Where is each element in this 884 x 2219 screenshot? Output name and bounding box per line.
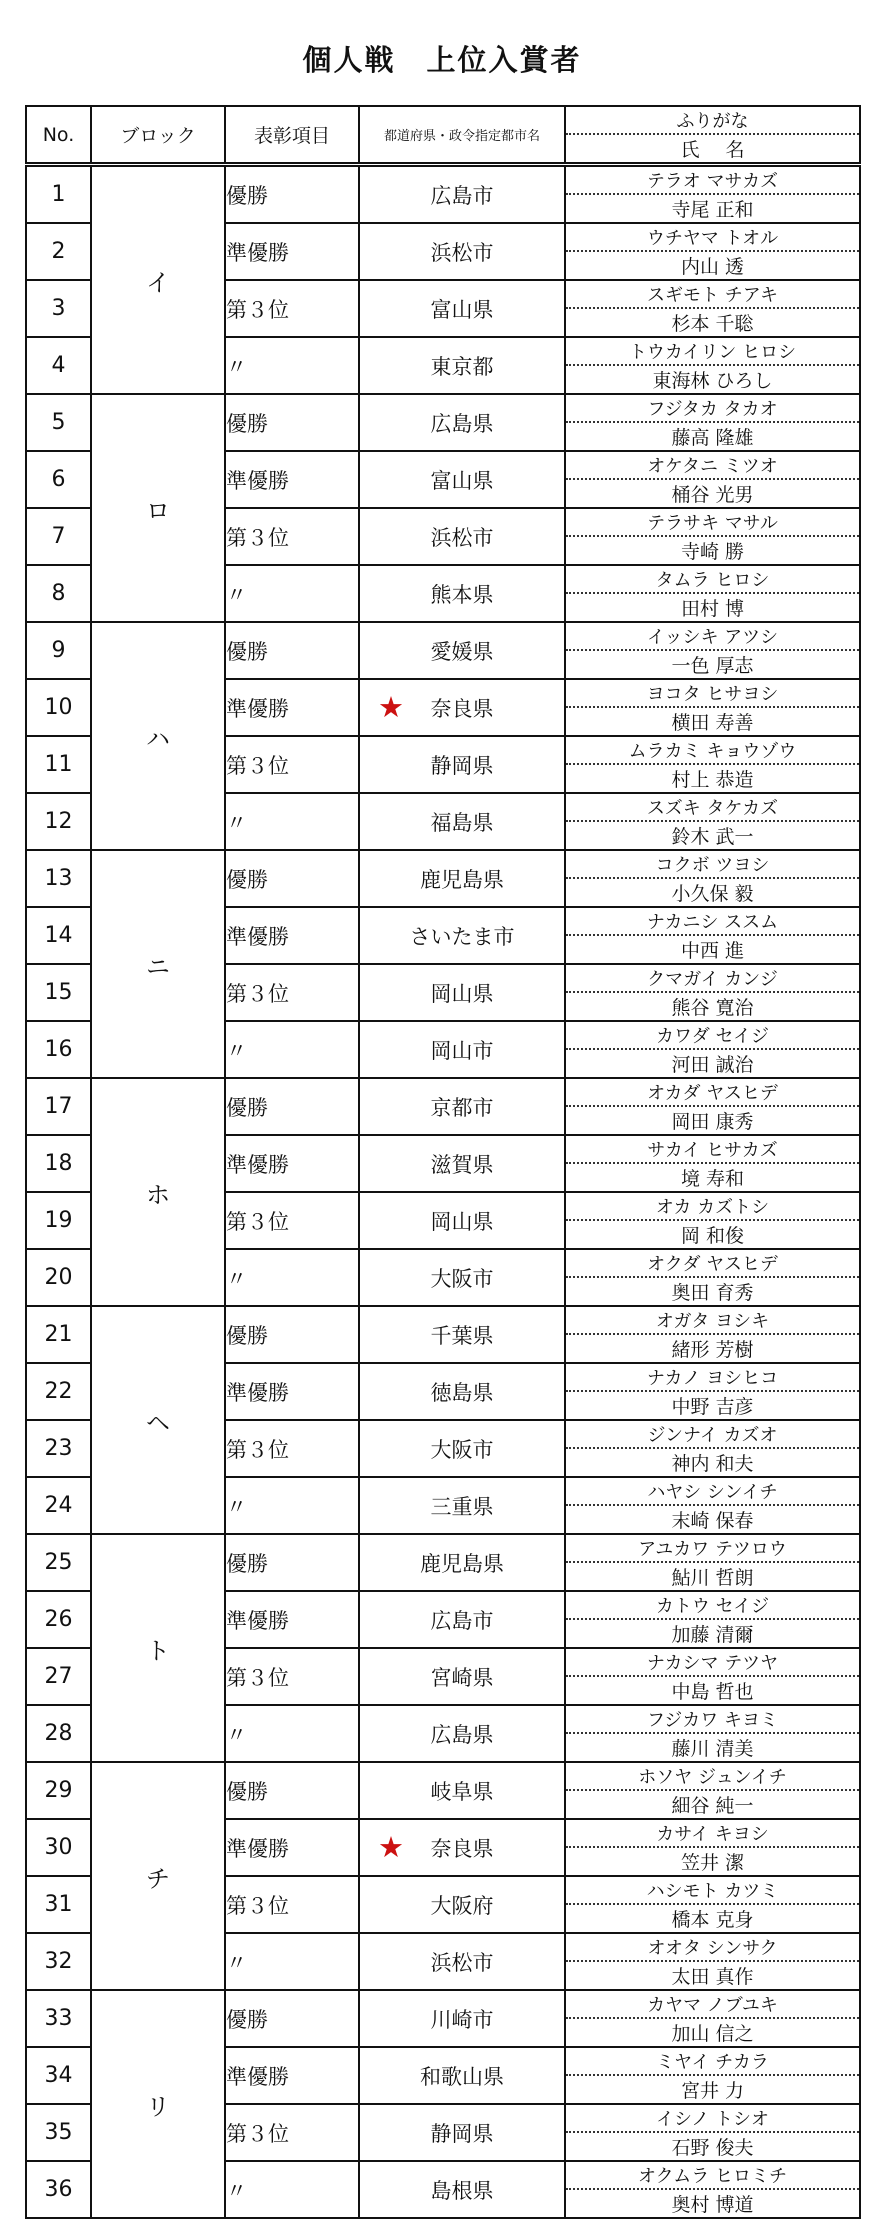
player-name: 末崎 保春	[671, 1510, 754, 1532]
row-number: 12	[26, 793, 91, 850]
prefecture-name: 奈良県	[430, 1836, 494, 1861]
row-number: 14	[26, 907, 91, 964]
furigana: イッシキ アツシ	[566, 623, 859, 651]
award-type: 優勝	[225, 850, 359, 907]
name-cell	[565, 679, 860, 736]
row-number: 30	[26, 1819, 91, 1876]
results-table	[25, 105, 861, 2219]
award-type: 第３位	[225, 1420, 359, 1477]
prefecture-cell	[359, 1648, 565, 1705]
prefecture-cell	[359, 1306, 565, 1363]
prefecture-name: 大阪市	[430, 1266, 494, 1291]
row-number: 19	[26, 1192, 91, 1249]
name-cell	[565, 1705, 860, 1762]
award-type: 準優勝	[225, 1819, 359, 1876]
award-type: 準優勝	[225, 1363, 359, 1420]
prefecture-cell	[359, 223, 565, 280]
furigana: ジンナイ カズオ	[566, 1421, 859, 1449]
name-cell	[565, 1249, 860, 1306]
name-cell	[565, 1192, 860, 1249]
prefecture-cell	[359, 1249, 565, 1306]
table-row	[26, 1306, 860, 1363]
award-type: 優勝	[225, 1306, 359, 1363]
player-name: 内山 透	[680, 256, 745, 278]
prefecture-name: 岡山市	[430, 1038, 494, 1063]
block-label: ロ	[91, 394, 225, 622]
prefecture-name: 静岡県	[430, 2121, 494, 2146]
table-row	[26, 394, 860, 451]
name-cell	[565, 1306, 860, 1363]
award-type: 第３位	[225, 1876, 359, 1933]
row-number: 5	[26, 394, 91, 451]
player-name: 岡田 康秀	[671, 1111, 754, 1133]
furigana: ウチヤマ トオル	[566, 224, 859, 252]
name-cell	[565, 337, 860, 394]
table-row	[26, 1990, 860, 2047]
prefecture-name: 岡山県	[430, 1209, 494, 1234]
row-number: 1	[26, 165, 91, 224]
row-number: 11	[26, 736, 91, 793]
block-label: チ	[91, 1762, 225, 1990]
prefecture-cell	[359, 1135, 565, 1192]
award-type: 〃	[225, 1249, 359, 1306]
name-cell	[565, 1420, 860, 1477]
row-number: 36	[26, 2161, 91, 2218]
furigana: ナカニシ ススム	[566, 908, 859, 936]
row-number: 34	[26, 2047, 91, 2104]
award-type: 第３位	[225, 964, 359, 1021]
furigana: ミヤイ チカラ	[566, 2048, 859, 2076]
prefecture-cell	[359, 622, 565, 679]
player-name: 藤高 隆雄	[671, 427, 754, 449]
row-number: 9	[26, 622, 91, 679]
furigana: イシノ トシオ	[566, 2105, 859, 2133]
furigana: テラサキ マサル	[566, 509, 859, 537]
table-row	[26, 1078, 860, 1135]
award-type: 準優勝	[225, 1135, 359, 1192]
name-cell	[565, 1819, 860, 1876]
furigana: スギモト チアキ	[566, 281, 859, 309]
furigana: カヤマ ノブユキ	[566, 1991, 859, 2019]
prefecture-name: 広島市	[430, 1608, 494, 1633]
row-number: 32	[26, 1933, 91, 1990]
furigana: ムラカミ キョウゾウ	[566, 737, 859, 765]
player-name: 小久保 毅	[671, 883, 754, 905]
table-row	[26, 850, 860, 907]
row-number: 28	[26, 1705, 91, 1762]
prefecture-name: 三重県	[430, 1494, 494, 1519]
table-row	[26, 1534, 860, 1591]
player-name: 細谷 純一	[671, 1795, 754, 1817]
player-name: 橋本 克身	[671, 1909, 754, 1931]
player-name: 杉本 千聡	[671, 313, 754, 335]
prefecture-cell	[359, 508, 565, 565]
row-number: 2	[26, 223, 91, 280]
furigana: オオタ シンサク	[566, 1934, 859, 1962]
row-number: 27	[26, 1648, 91, 1705]
furigana: ハシモト カツミ	[566, 1877, 859, 1905]
prefecture-name: さいたま市	[409, 924, 515, 949]
header-prefecture: 都道府県・政令指定都市名	[359, 106, 565, 165]
prefecture-cell	[359, 165, 565, 224]
furigana: タムラ ヒロシ	[566, 566, 859, 594]
player-name: 中野 吉彦	[671, 1396, 754, 1418]
prefecture-cell	[359, 1705, 565, 1762]
block-label: ヘ	[91, 1306, 225, 1534]
player-name: 村上 恭造	[671, 769, 754, 791]
player-name: 緒形 芳樹	[671, 1339, 754, 1361]
prefecture-name: 愛媛県	[430, 639, 494, 664]
name-cell	[565, 736, 860, 793]
award-type: 〃	[225, 2161, 359, 2218]
prefecture-cell	[359, 1990, 565, 2047]
header-furigana: ふりがな	[566, 107, 859, 135]
award-type: 第３位	[225, 736, 359, 793]
name-cell	[565, 280, 860, 337]
furigana: ハヤシ シンイチ	[566, 1478, 859, 1506]
player-name: 加藤 清爾	[671, 1624, 754, 1646]
row-number: 24	[26, 1477, 91, 1534]
row-number: 35	[26, 2104, 91, 2161]
name-cell	[565, 1933, 860, 1990]
row-number: 6	[26, 451, 91, 508]
player-name: 神内 和夫	[671, 1453, 754, 1475]
block-label: イ	[91, 165, 225, 395]
prefecture-cell	[359, 1762, 565, 1819]
prefecture-cell	[359, 679, 565, 736]
row-number: 4	[26, 337, 91, 394]
name-cell	[565, 1990, 860, 2047]
row-number: 21	[26, 1306, 91, 1363]
player-name: 中西 進	[680, 940, 745, 962]
row-number: 13	[26, 850, 91, 907]
prefecture-cell	[359, 565, 565, 622]
furigana: ヨコタ ヒサヨシ	[566, 680, 859, 708]
award-type: 〃	[225, 1705, 359, 1762]
award-type: 第３位	[225, 280, 359, 337]
name-cell	[565, 850, 860, 907]
row-number: 23	[26, 1420, 91, 1477]
name-cell	[565, 394, 860, 451]
award-type: 準優勝	[225, 679, 359, 736]
prefecture-cell	[359, 1876, 565, 1933]
prefecture-cell	[359, 1534, 565, 1591]
award-type: 準優勝	[225, 451, 359, 508]
row-number: 17	[26, 1078, 91, 1135]
award-type: 〃	[225, 1933, 359, 1990]
prefecture-name: 浜松市	[430, 240, 494, 265]
player-name: 鈴木 武一	[671, 826, 754, 848]
name-cell	[565, 223, 860, 280]
row-number: 20	[26, 1249, 91, 1306]
row-number: 8	[26, 565, 91, 622]
award-type: 優勝	[225, 622, 359, 679]
prefecture-cell	[359, 793, 565, 850]
prefecture-name: 島根県	[430, 2178, 494, 2203]
prefecture-cell	[359, 1933, 565, 1990]
prefecture-name: 富山県	[430, 468, 494, 493]
name-cell	[565, 1876, 860, 1933]
player-name: 奥田 育秀	[671, 1282, 754, 1304]
name-cell	[565, 1135, 860, 1192]
prefecture-name: 広島市	[430, 183, 494, 208]
prefecture-name: 京都市	[430, 1095, 494, 1120]
block-label: ホ	[91, 1078, 225, 1306]
name-cell	[565, 165, 860, 224]
player-name: 田村 博	[680, 598, 745, 620]
award-type: 優勝	[225, 1078, 359, 1135]
row-number: 18	[26, 1135, 91, 1192]
prefecture-cell	[359, 1078, 565, 1135]
prefecture-name: 富山県	[430, 297, 494, 322]
furigana: フジカワ キヨミ	[566, 1706, 859, 1734]
table-row	[26, 165, 860, 224]
star-icon: ★	[378, 689, 404, 724]
award-type: 優勝	[225, 165, 359, 224]
prefecture-cell	[359, 736, 565, 793]
prefecture-name: 宮崎県	[430, 1665, 494, 1690]
star-icon: ★	[378, 1829, 404, 1864]
player-name: 寺尾 正和	[671, 199, 754, 221]
header-row	[26, 106, 860, 165]
prefecture-name: 岐阜県	[430, 1779, 494, 1804]
furigana: オカダ ヤスヒデ	[566, 1079, 859, 1107]
furigana: オカ カズトシ	[566, 1193, 859, 1221]
furigana: トウカイリン ヒロシ	[566, 338, 859, 366]
prefecture-name: 福島県	[430, 810, 494, 835]
row-number: 22	[26, 1363, 91, 1420]
header-name: 氏名	[680, 139, 771, 161]
block-label: ト	[91, 1534, 225, 1762]
row-number: 3	[26, 280, 91, 337]
furigana: オガタ ヨシキ	[566, 1307, 859, 1335]
name-cell	[565, 1762, 860, 1819]
prefecture-cell	[359, 394, 565, 451]
table-body	[26, 165, 860, 2219]
award-type: 準優勝	[225, 2047, 359, 2104]
furigana: サカイ ヒサカズ	[566, 1136, 859, 1164]
name-cell	[565, 1021, 860, 1078]
prefecture-cell	[359, 1477, 565, 1534]
prefecture-name: 奈良県	[430, 696, 494, 721]
award-type: 〃	[225, 337, 359, 394]
row-number: 31	[26, 1876, 91, 1933]
prefecture-cell	[359, 1591, 565, 1648]
prefecture-name: 滋賀県	[430, 1152, 494, 1177]
award-type: 第３位	[225, 2104, 359, 2161]
block-label: ハ	[91, 622, 225, 850]
prefecture-name: 浜松市	[430, 1950, 494, 1975]
row-number: 25	[26, 1534, 91, 1591]
award-type: 〃	[225, 793, 359, 850]
prefecture-cell	[359, 2104, 565, 2161]
page-title: 個人戦 上位入賞者	[302, 43, 582, 77]
prefecture-cell	[359, 850, 565, 907]
furigana: ナカシマ テツヤ	[566, 1649, 859, 1677]
prefecture-name: 大阪市	[430, 1437, 494, 1462]
player-name: 鮎川 哲朗	[671, 1567, 754, 1589]
furigana: ホソヤ ジュンイチ	[566, 1763, 859, 1791]
name-cell	[565, 907, 860, 964]
prefecture-name: 岡山県	[430, 981, 494, 1006]
award-type: 準優勝	[225, 223, 359, 280]
player-name: 中島 哲也	[671, 1681, 754, 1703]
prefecture-cell	[359, 907, 565, 964]
name-cell	[565, 2161, 860, 2218]
name-cell	[565, 2104, 860, 2161]
header-block: ブロック	[91, 106, 225, 165]
name-cell	[565, 1477, 860, 1534]
prefecture-cell	[359, 451, 565, 508]
player-name: 桶谷 光男	[671, 484, 754, 506]
furigana: アユカワ テツロウ	[566, 1535, 859, 1563]
prefecture-cell	[359, 2047, 565, 2104]
name-cell	[565, 793, 860, 850]
award-type: 優勝	[225, 1762, 359, 1819]
name-cell	[565, 1648, 860, 1705]
block-label: ニ	[91, 850, 225, 1078]
player-name: 笠井 潔	[680, 1852, 745, 1874]
name-cell	[565, 964, 860, 1021]
award-type: 第３位	[225, 1192, 359, 1249]
prefecture-name: 熊本県	[430, 582, 494, 607]
prefecture-name: 大阪府	[430, 1893, 494, 1918]
player-name: 加山 信之	[671, 2023, 754, 2045]
prefecture-name: 和歌山県	[420, 2064, 504, 2089]
prefecture-cell	[359, 1192, 565, 1249]
row-number: 10	[26, 679, 91, 736]
furigana: テラオ マサカズ	[566, 167, 859, 195]
name-cell	[565, 565, 860, 622]
table-row	[26, 622, 860, 679]
furigana: オケタニ ミツオ	[566, 452, 859, 480]
name-cell	[565, 508, 860, 565]
prefecture-cell	[359, 2161, 565, 2218]
prefecture-name: 浜松市	[430, 525, 494, 550]
award-type: 準優勝	[225, 907, 359, 964]
prefecture-name: 鹿児島県	[420, 1551, 504, 1576]
prefecture-cell	[359, 337, 565, 394]
name-cell	[565, 1078, 860, 1135]
prefecture-name: 川崎市	[430, 2007, 494, 2032]
award-type: 準優勝	[225, 1591, 359, 1648]
player-name: 藤川 清美	[671, 1738, 754, 1760]
prefecture-cell	[359, 1420, 565, 1477]
row-number: 7	[26, 508, 91, 565]
name-cell	[565, 1534, 860, 1591]
row-number: 15	[26, 964, 91, 1021]
award-type: 〃	[225, 565, 359, 622]
award-type: 第３位	[225, 508, 359, 565]
name-cell	[565, 622, 860, 679]
prefecture-cell	[359, 1363, 565, 1420]
header-award: 表彰項目	[225, 106, 359, 165]
player-name: 横田 寿善	[671, 712, 754, 734]
furigana: コクボ ツヨシ	[566, 851, 859, 879]
prefecture-cell	[359, 1819, 565, 1876]
player-name: 境 寿和	[680, 1168, 745, 1190]
award-type: 優勝	[225, 1990, 359, 2047]
furigana: カトウ セイジ	[566, 1592, 859, 1620]
row-number: 29	[26, 1762, 91, 1819]
row-number: 26	[26, 1591, 91, 1648]
award-type: 〃	[225, 1477, 359, 1534]
prefecture-cell	[359, 1021, 565, 1078]
furigana: オクムラ ヒロミチ	[566, 2162, 859, 2190]
furigana: スズキ タケカズ	[566, 794, 859, 822]
prefecture-name: 広島県	[430, 1722, 494, 1747]
player-name: 東海林 ひろし	[652, 370, 773, 392]
prefecture-name: 広島県	[430, 411, 494, 436]
table-row	[26, 1762, 860, 1819]
award-type: 優勝	[225, 394, 359, 451]
player-name: 熊谷 寛治	[671, 997, 754, 1019]
furigana: フジタカ タカオ	[566, 395, 859, 423]
prefecture-name: 静岡県	[430, 753, 494, 778]
furigana: クマガイ カンジ	[566, 965, 859, 993]
furigana: ナカノ ヨシヒコ	[566, 1364, 859, 1392]
player-name: 宮井 力	[680, 2080, 745, 2102]
header-no: No.	[26, 106, 91, 165]
name-cell	[565, 2047, 860, 2104]
prefecture-name: 東京都	[430, 354, 494, 379]
furigana: オクダ ヤスヒデ	[566, 1250, 859, 1278]
prefecture-name: 徳島県	[430, 1380, 494, 1405]
row-number: 16	[26, 1021, 91, 1078]
name-cell	[565, 1591, 860, 1648]
prefecture-name: 千葉県	[430, 1323, 494, 1348]
furigana: カワダ セイジ	[566, 1022, 859, 1050]
player-name: 一色 厚志	[671, 655, 754, 677]
player-name: 太田 真作	[671, 1966, 754, 1988]
award-type: 優勝	[225, 1534, 359, 1591]
furigana: カサイ キヨシ	[566, 1820, 859, 1848]
player-name: 寺崎 勝	[680, 541, 745, 563]
header-name-cell	[565, 106, 860, 165]
award-type: 〃	[225, 1021, 359, 1078]
player-name: 河田 誠治	[671, 1054, 754, 1076]
name-cell	[565, 451, 860, 508]
player-name: 奥村 博道	[671, 2194, 754, 2216]
award-type: 第３位	[225, 1648, 359, 1705]
prefecture-cell	[359, 280, 565, 337]
row-number: 33	[26, 1990, 91, 2047]
name-cell	[565, 1363, 860, 1420]
block-label: リ	[91, 1990, 225, 2218]
prefecture-cell	[359, 964, 565, 1021]
prefecture-name: 鹿児島県	[420, 867, 504, 892]
player-name: 岡 和俊	[680, 1225, 745, 1247]
player-name: 石野 俊夫	[671, 2137, 754, 2159]
